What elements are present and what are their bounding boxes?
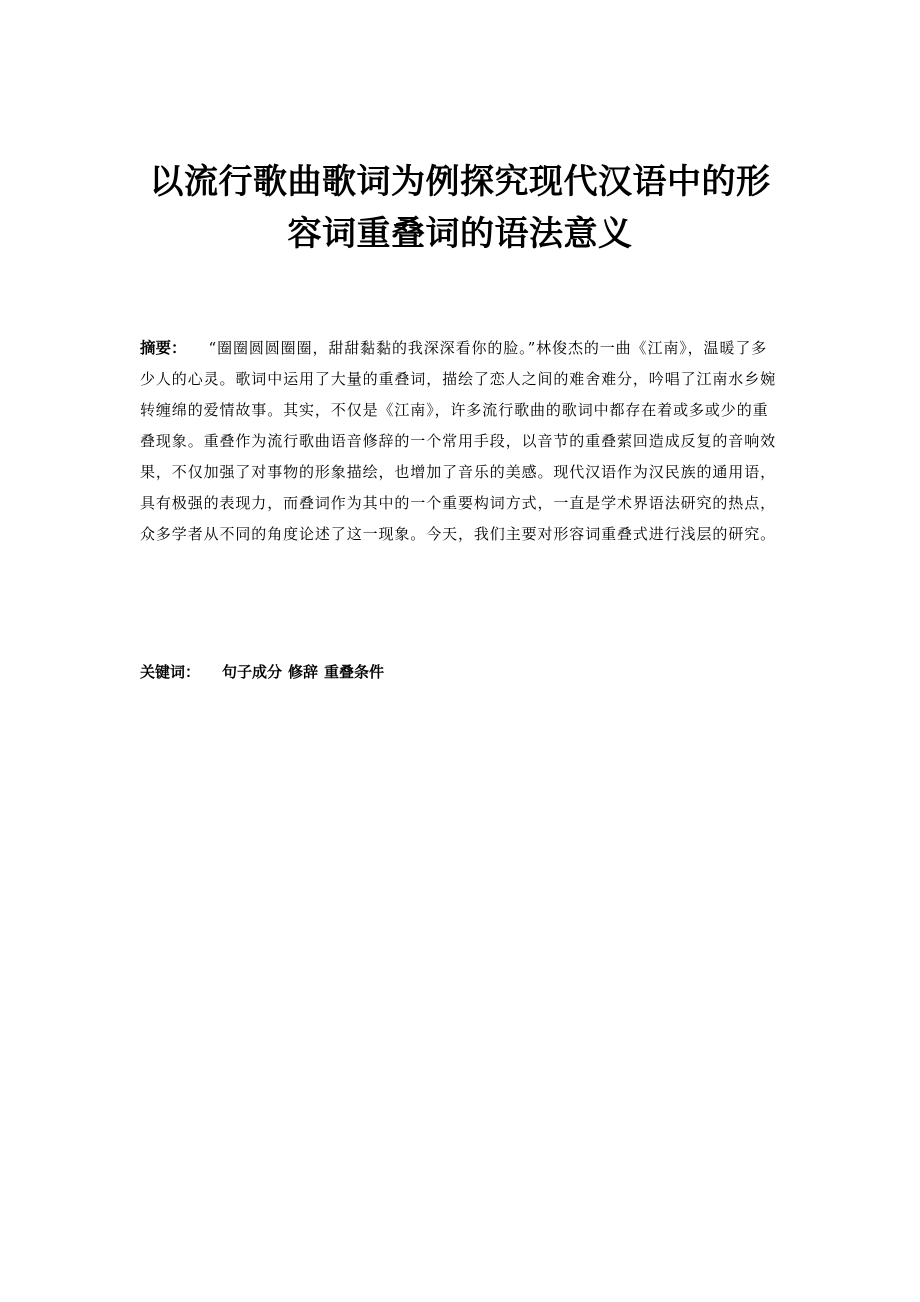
abstract-line-1 — [140, 333, 790, 364]
abstract-text-line: 转缠绵的爱情故事。其实，不仅是《江南》，许多流行歌曲的歌词中都存在着或多或少的重 — [140, 401, 769, 419]
keywords-section — [140, 660, 390, 684]
abstract-label: 摘要： — [140, 339, 187, 357]
abstract-text-line: 叠现象。重叠作为流行歌曲语音修辞的一个常用手段，以音节的重叠萦回造成反复的音响效 — [140, 432, 777, 450]
abstract-line-4 — [140, 426, 790, 457]
abstract-line-2 — [140, 364, 790, 395]
abstract-line-7 — [140, 519, 790, 550]
abstract-line-5 — [140, 457, 790, 488]
abstract-text-line: 具有极强的表现力，而叠词作为其中的一个重要构词方式，一直是学术界语法研究的热点， — [140, 494, 777, 512]
keyword-item: 句子成分 — [222, 663, 283, 681]
abstract-text-line: 少人的心灵。歌词中运用了大量的重叠词，描绘了恋人之间的难舍难分，吟唱了江南水乡婉 — [140, 370, 777, 388]
keyword-item: 重叠条件 — [324, 663, 385, 681]
title-line-1: 以流行歌曲歌词为例探究现代汉语中的形 — [149, 162, 771, 202]
abstract-line-3 — [140, 395, 790, 426]
abstract-section — [140, 333, 790, 550]
abstract-text-line: 众多学者从不同的角度论述了这一现象。今天，我们主要对形容词重叠式进行浅层的研究。 — [140, 525, 777, 543]
abstract-text-line: 果，不仅加强了对事物的形象描绘，也增加了音乐的美感。现代汉语作为汉民族的通用语， — [140, 463, 777, 481]
abstract-text-line: “圈圈圆圆圈圈，甜甜黏黏的我深深看你的脸。”林俊杰的一曲《江南》，温暖了多 — [208, 339, 768, 357]
abstract-line-6 — [140, 488, 790, 519]
keyword-item: 修辞 — [288, 663, 319, 681]
keywords-label: 关键词： — [140, 663, 201, 681]
title-line-2: 容词重叠词的语法意义 — [287, 214, 633, 254]
